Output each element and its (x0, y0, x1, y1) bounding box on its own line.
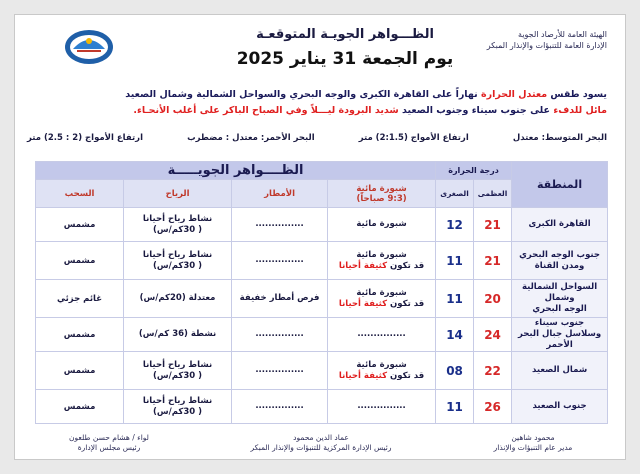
min-temp-cell: 11 (436, 242, 474, 280)
signature-forecast-director (463, 433, 603, 453)
signature-central-director (221, 433, 421, 453)
wind-cell: نشاط رياح أحيانا ( 30كم/س) (124, 352, 232, 390)
fog-cell: ............... (328, 390, 436, 424)
fog-cell: شبورة مائية (328, 208, 436, 242)
fog-header (328, 180, 436, 208)
rain-cell: ............... (232, 390, 328, 424)
fog-cell: ............... (328, 318, 436, 352)
table-row (36, 352, 608, 390)
organization-name (437, 29, 607, 51)
wind-cell: نشطة (36 كم/س) (124, 318, 232, 352)
max-temp-cell: 24 (474, 318, 512, 352)
table-row (36, 208, 608, 242)
mediterranean-state: البحر المتوسط: معتدل (512, 133, 607, 143)
rain-cell: ............... (232, 242, 328, 280)
fog-cell: شبورة مائية قد تكون كثيفة أحيانا (328, 352, 436, 390)
rain-header: الأمطار (232, 180, 328, 208)
wind-cell: نشاط رياح أحيانا ( 30كم/س) (124, 390, 232, 424)
min-temp-cell: 11 (436, 390, 474, 424)
max-temp-cell: 21 (474, 208, 512, 242)
signature-name: لواء / هشام حسن طلعون (69, 433, 149, 442)
min-temp-cell: 14 (436, 318, 474, 352)
signature-name: عماد الدين محمود (293, 433, 349, 442)
table-row (36, 318, 608, 352)
summary-text: على جنوب سيناء وجنوب الصعيد (398, 105, 554, 116)
red-sea-state: البحر الأحمر: معتدل : مضطرب (187, 133, 315, 143)
wind-cell: نشاط رياح أحيانا ( 30كم/س) (124, 208, 232, 242)
rain-cell: فرص أمطار خفيفة (232, 280, 328, 318)
max-temp-cell: 21 (474, 242, 512, 280)
fog-cell: شبورة مائية قد تكون كثيفة أحيانا (328, 280, 436, 318)
rain-cell: ............... (232, 208, 328, 242)
forecast-date: يوم الجمعة 31 يناير 2025 (236, 49, 454, 69)
region-header: المنطقة (512, 162, 608, 208)
fog-header-label: شبورة مائية (356, 183, 407, 194)
fog-header-time: (9:3 صباحاً) (356, 193, 407, 204)
red-sea-waves: ارتفاع الأمواج (2 : 2.5) متر (27, 133, 143, 143)
max-temp-cell: 22 (474, 352, 512, 390)
weather-table (35, 161, 608, 424)
phenomena-header: الظــــواهر الجويـــــة (36, 162, 436, 180)
signature-name: محمود شاهين (511, 433, 555, 442)
rain-cell: ............... (232, 318, 328, 352)
table-row (36, 280, 608, 318)
wind-cell: معتدلة (20كم/س) (124, 280, 232, 318)
summary-highlight: شديد البرودة ليـــلاً وفي الصباح الباكر على أغلب الأنحـاء. (133, 105, 399, 116)
org-line-1: الهيئة العامة للأرصاد الجوية (518, 30, 607, 39)
signature-title: رئيس مجلس الإدارة (77, 443, 141, 452)
temperature-header: درجة الحرارة (436, 162, 512, 180)
summary-line-2 (27, 103, 607, 119)
mediterranean-waves: ارتفاع الأمواج (2:1.5) متر (358, 133, 469, 143)
rain-cell: ............... (232, 352, 328, 390)
table-row (36, 390, 608, 424)
summary-line-1 (27, 87, 607, 103)
min-temp-cell: 08 (436, 352, 474, 390)
summary-highlight: مائل للدفء (553, 105, 607, 116)
region-cell: السواحل الشمالية وشمال الوجه البحري (512, 280, 608, 318)
region-cell: شمال الصعيد (512, 352, 608, 390)
clouds-cell: مشمس (36, 390, 124, 424)
region-cell: جنوب الوجه البحري ومدن القناة (512, 242, 608, 280)
page-title: الظـــواهر الجويـة المتوقعـة (256, 27, 434, 42)
min-temp-cell: 12 (436, 208, 474, 242)
forecast-summary (27, 87, 607, 119)
max-temp-cell: 20 (474, 280, 512, 318)
region-cell: جنوب الصعيد (512, 390, 608, 424)
region-cell: جنوب سيناء وسلاسل جبال البحر الأحمر (512, 318, 608, 352)
org-line-2: الإدارة العامة للتنبؤات والإنذار المبكر (486, 41, 607, 50)
forecast-sheet (14, 14, 626, 460)
signature-title: مدير عام التنبؤات والإنذار (493, 443, 573, 452)
wind-header: الرياح (124, 180, 232, 208)
clouds-header: السحب (36, 180, 124, 208)
ema-logo-icon (63, 27, 115, 67)
signature-title: رئيس الإدارة المركزية للتنبؤات والإنذار المبكر (250, 443, 392, 452)
clouds-cell: مشمس (36, 208, 124, 242)
signature-chairman (39, 433, 179, 453)
min-temp-cell: 11 (436, 280, 474, 318)
clouds-cell: غائم جزئي (36, 280, 124, 318)
max-temp-header: العظمى (474, 180, 512, 208)
table-row (36, 242, 608, 280)
sea-state (27, 133, 607, 143)
region-cell: القاهرة الكبرى (512, 208, 608, 242)
summary-text: يسود طقس (547, 89, 607, 100)
min-temp-header: الصغرى (436, 180, 474, 208)
clouds-cell: مشمس (36, 318, 124, 352)
wind-cell: نشاط رياح أحيانا ( 30كم/س) (124, 242, 232, 280)
summary-highlight: معتدل الحرارة (481, 89, 548, 100)
fog-cell: شبورة مائية قد تكون كثيفة أحيانا (328, 242, 436, 280)
clouds-cell: مشمس (36, 242, 124, 280)
max-temp-cell: 26 (474, 390, 512, 424)
summary-text: نهاراً على القاهرة الكبرى والوجه البحري والسواحل الشمالية وشمال الصعيد (125, 89, 482, 100)
clouds-cell: مشمس (36, 352, 124, 390)
